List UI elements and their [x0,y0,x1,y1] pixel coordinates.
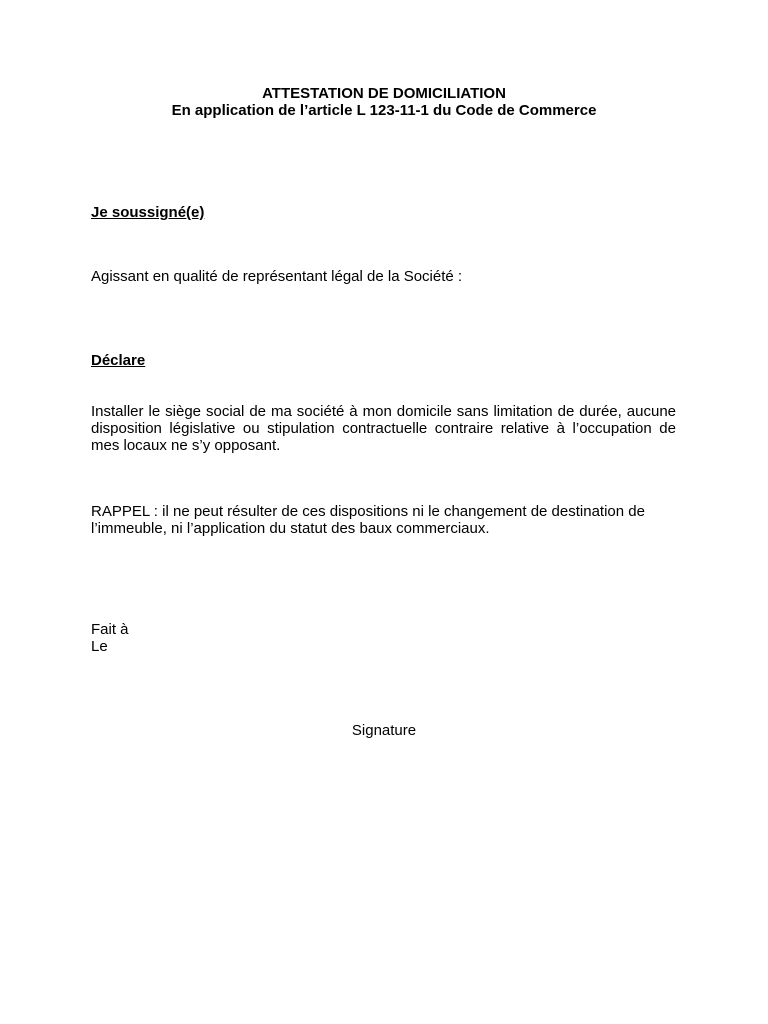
representative-line: Agissant en qualité de représentant légal de la Société : [91,268,463,285]
document-title: ATTESTATION DE DOMICILIATION [262,85,506,102]
declaration-paragraph: Installer le siège social de ma société à mon domicile sans limitation de durée, aucune disposition législative ou stipulation contractuelle contraire relative à l’occupation de mes locaux ne s’y opposant. [91,403,676,454]
place-label: Fait à [91,621,129,638]
reminder-paragraph: RAPPEL : il ne peut résulter de ces dispositions ni le changement de destination de l’immeuble, ni l’application du statut des baux commerciaux. [91,503,645,537]
signature-label: Signature [351,722,417,739]
document-subtitle: En application de l’article L 123-11-1 du Code de Commerce [171,102,597,119]
date-label: Le [91,638,108,655]
declare-heading: Déclare [91,352,146,369]
title-block [0,85,768,119]
undersigned-heading: Je soussigné(e) [91,204,205,221]
